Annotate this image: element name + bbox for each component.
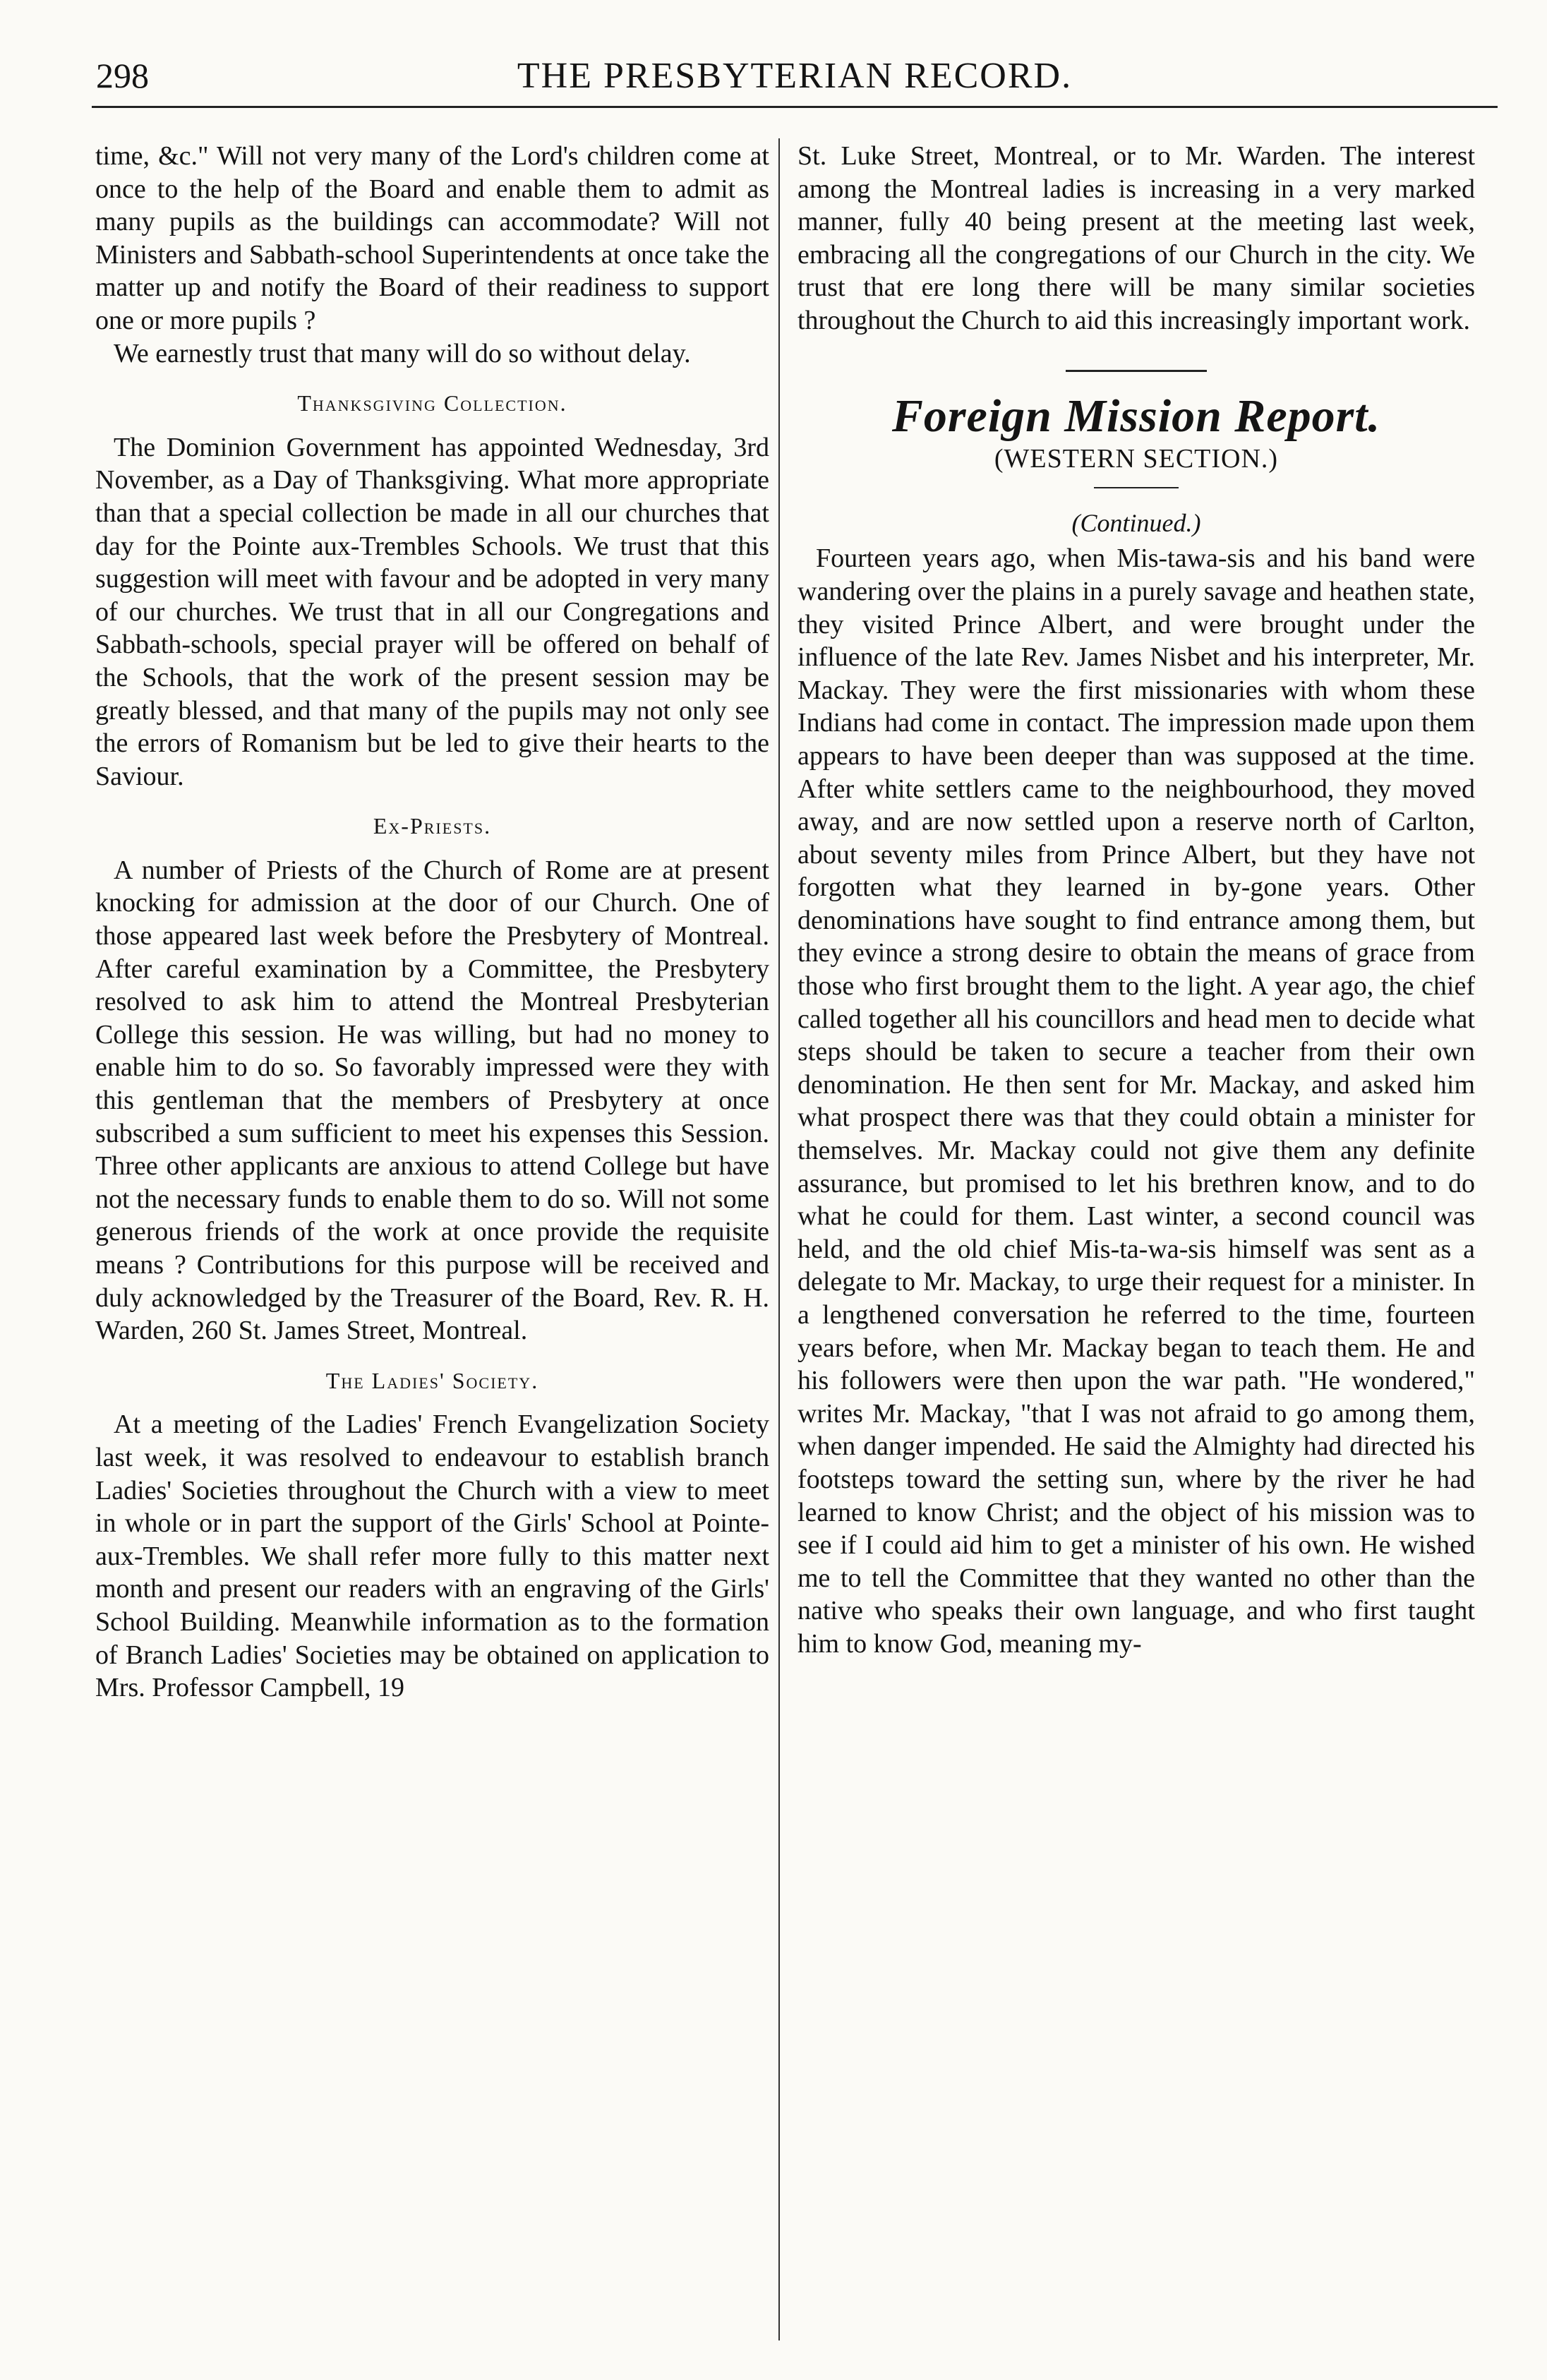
section-text-ladies-society: At a meeting of the Ladies' French Evangelization Society last week, it was resolved to endeavour to establish branch Ladies' Societies throughout the Church with a view to meet in whole or in part the support of the Girls' School at Pointe-aux-Trembles. We shall refer more fully to this matter next month and present our readers with an engraving of the Girls' School Building. Meanwhile information as to the formation of Branch Ladies' Societies may be obtained on application to Mrs. Professor Campbell, 19 bbox=[95, 1410, 769, 1703]
section-divider bbox=[1066, 370, 1207, 372]
intro-paragraph: We earnestly trust that many will do so without delay. bbox=[114, 338, 691, 368]
subtitle-divider bbox=[1094, 487, 1179, 488]
running-header bbox=[92, 42, 1498, 108]
continued-paragraph: St. Luke Street, Montreal, or to Mr. Warden. The interest among the Montreal ladies is increasing in a very marked manner, fully 40 being present at the meeting last week, embracing all the congregations of our Church in the city. We trust that ere long there will be many similar societies throughout the Church to aid this increasingly important work. bbox=[797, 141, 1475, 335]
page-number: 298 bbox=[96, 56, 149, 95]
right-column bbox=[797, 140, 1475, 1661]
report-continued-label: (Continued.) bbox=[1071, 508, 1201, 537]
report-title: Foreign Mission Report. bbox=[891, 390, 1381, 442]
left-column bbox=[95, 140, 769, 1705]
section-text-ex-priests: A number of Priests of the Church of Rome are at present knocking for admission at the door of our Church. One of those appeared last week before the Presbytery of Montreal. After careful examination by a Committee, the Presbytery resolved to ask him to attend the Montreal Presbyterian College this session. He was willing, but had no money to enable him to do so. So favorably impressed were they with this gentleman that the members of Presbytery at once subscribed a sum sufficient to meet his expenses this Session. Three other applicants are anxious to attend College but have not the necessary funds to enable them to do so. Will not some generous friends of the work at once provide the requisite means ? Contributions for this purpose will be received and duly acknowledged by the Treasurer of the Board, Rev. R. H. Warden, 260 St. James Street, Montreal. bbox=[95, 855, 769, 1346]
section-heading-ex-priests: Ex-Priests. bbox=[373, 813, 492, 839]
section-text-thanksgiving: The Dominion Government has appointed Wednesday, 3rd November, as a Day of Thanksgiving. What more appropriate than that a special collection be made in all our churches that day for the Pointe aux-Trembles Schools. We trust that this suggestion will meet with favour and be adopted in very many of our churches. We trust that in all our Congregations and Sabbath-schools, special prayer will be offered on behalf of the Schools, that the work of the present session may be greatly blessed, and that many of the pupils may not only see the errors of Romanism but be led to give their hearts to the Saviour. bbox=[95, 432, 769, 791]
report-text: Fourteen years ago, when Mis-tawa-sis and his band were wandering over the plains in a purely savage and heathen state, they visited Prince Albert, and were brought under the influence of the late Rev. James Nisbet and his interpreter, Mr. Mackay. They were the first missionaries with whom these Indians had come in contact. The impression made upon them appears to have been deeper than was supposed at the time. After white settlers came to the neighbourhood, they moved away, and are now settled upon a reserve north of Carlton, about seventy miles from Prince Albert, but they have not forgotten what they learned in by-gone years. Other denominations have sought to find entrance among them, but they evince a strong desire to obtain the means of grace from those who first brought them to the light. A year ago, the chief called together all his councillors and head men to decide what steps should be taken to secure a teacher from their own denomination. He then sent for Mr. Mackay, and asked him what prospect there was that they could obtain a minister for themselves. Mr. Mackay could not give them any definite assurance, but promised to let his brethren know, and to do what he could for them. Last winter, a second council was held, and the old chief Mis-ta-wa-sis himself was sent as a delegate to Mr. Mackay, to urge their request for a minister. In a lengthened conversation he referred to the time, fourteen years before, when Mr. Mackay began to teach them. He and his followers were then upon the war path. "He wondered," writes Mr. Mackay, "that I was not afraid to go among them, when danger impended. He said the Almighty had directed his footsteps toward the setting sun, where by the river he had learned to know Christ; and the object of his mission was to see if I could aid him to get a minister of his own. He wished me to tell the Committee that they wanted no other than the native who speaks their own language, and who first taught him to know God, meaning my- bbox=[797, 543, 1475, 1659]
column-divider bbox=[778, 138, 780, 2340]
report-subtitle: (WESTERN SECTION.) bbox=[994, 444, 1279, 474]
section-heading-thanksgiving: Thanksgiving Collection. bbox=[297, 390, 567, 416]
section-heading-ladies-society: The Ladies' Society. bbox=[325, 1367, 539, 1393]
journal-title: THE PRESBYTERIAN RECORD. bbox=[517, 56, 1073, 96]
intro-paragraph: time, &c." Will not very many of the Lord's children come at once to the help of the Board and enable them to admit as many pupils as the buildings can accommodate? Will not Ministers and Sabbath-school Superintendents at once take the matter up and notify the Board of their readiness to support one or more pupils ? bbox=[95, 141, 769, 335]
